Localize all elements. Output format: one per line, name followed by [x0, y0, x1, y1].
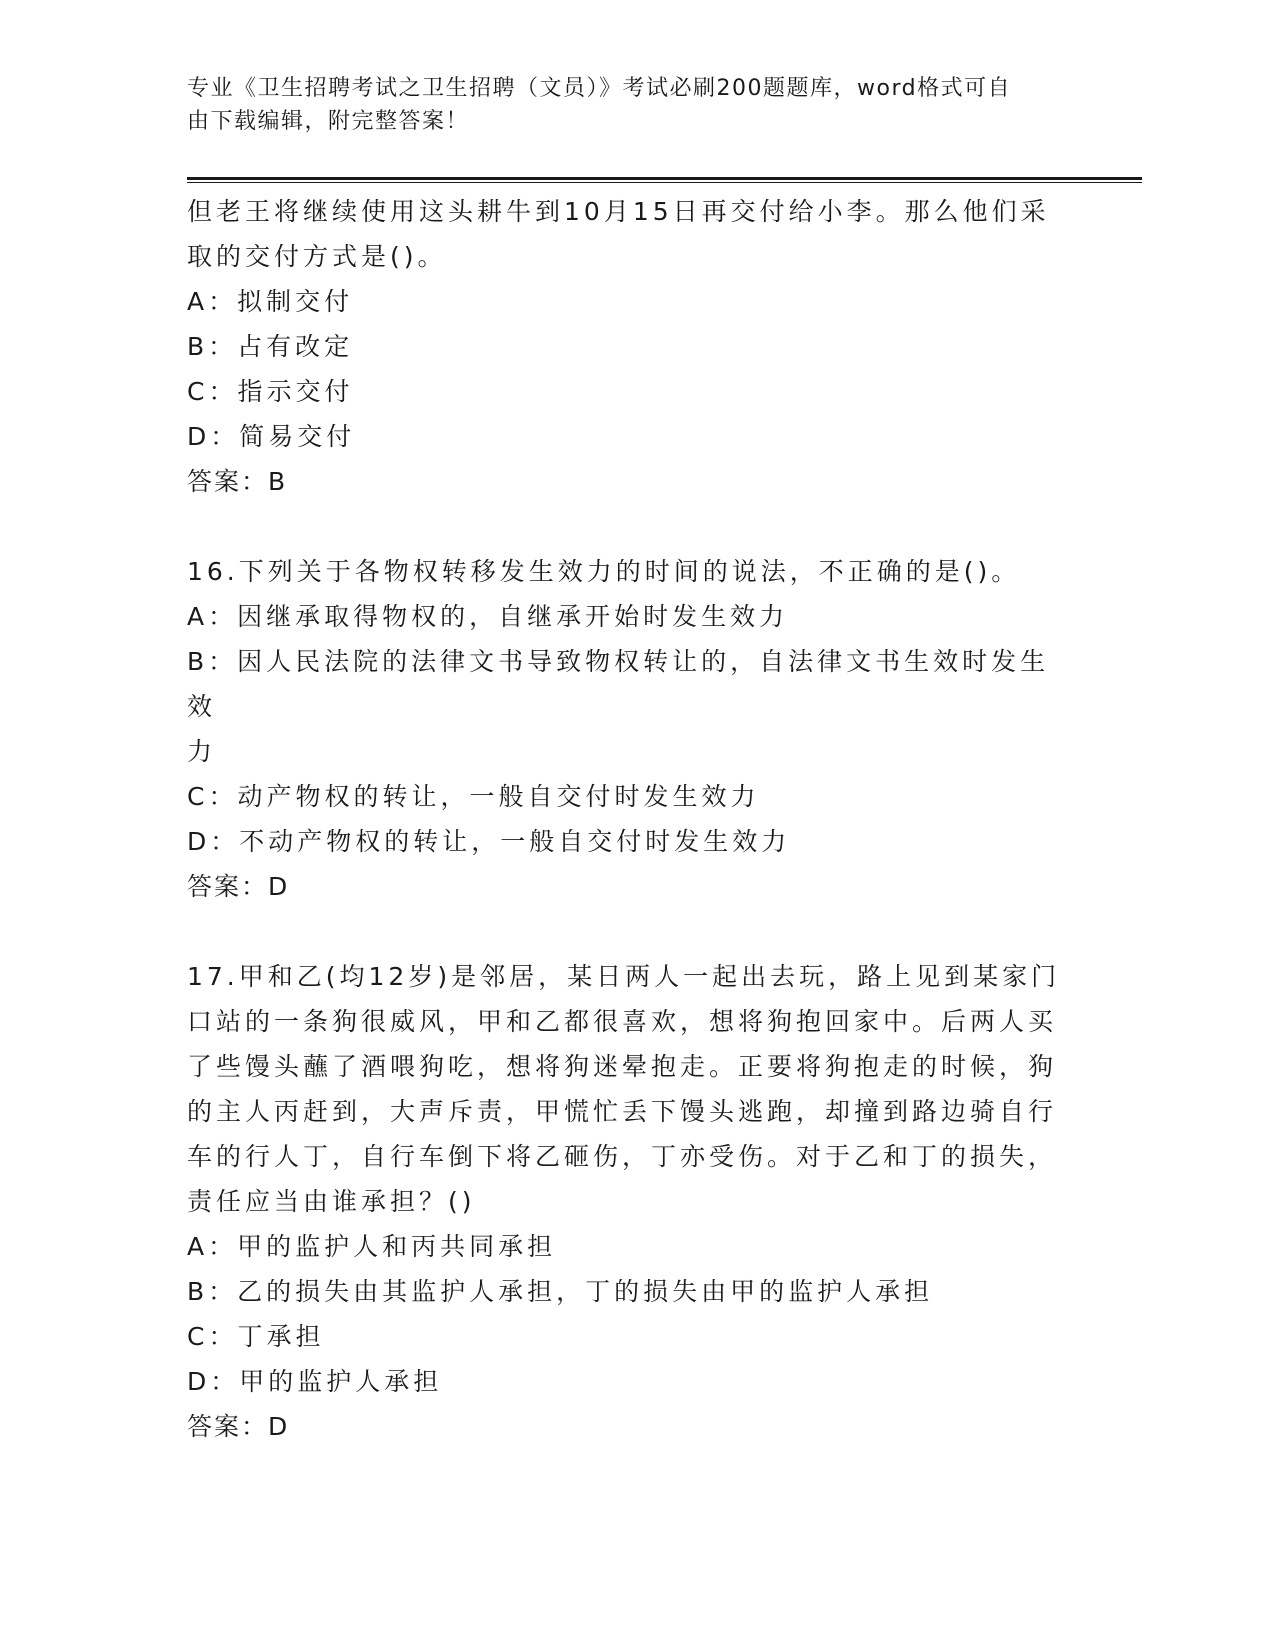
option-d: D：甲的监护人承担: [187, 1367, 443, 1396]
question-stem-line: 责任应当由谁承担？(): [187, 1187, 476, 1216]
header-title-line-1: 专业《卫生招聘考试之卫生招聘（文员）》考试必刷200题题库，word格式可自: [187, 76, 1012, 101]
header-title-line-2: 由下载编辑，附完整答案！: [187, 109, 470, 134]
question-stem-line: 17.甲和乙(均12岁)是邻居，某日两人一起出去玩，路上见到某家门: [187, 962, 1061, 991]
answer-line: 答案：B: [187, 467, 288, 496]
question-list: [187, 189, 1067, 1449]
question-stem-line: 车的行人丁，自行车倒下将乙砸伤，丁亦受伤。对于乙和丁的损失，: [187, 1142, 1058, 1171]
answer-line: 答案：D: [187, 1412, 290, 1441]
question-stem-line: 取的交付方式是()。: [187, 242, 447, 271]
option-d: D：不动产物权的转让，一般自交付时发生效力: [187, 827, 791, 856]
header-divider-thin: [187, 182, 1142, 183]
option-c: C：丁承担: [187, 1322, 325, 1351]
question-15-continued: [187, 189, 1067, 504]
question-stem-line: 但老王将继续使用这头耕牛到10月15日再交付给小李。那么他们采: [187, 197, 1050, 226]
option-b: B：乙的损失由其监护人承担，丁的损失由甲的监护人承担: [187, 1277, 934, 1306]
option-a: A：因继承取得物权的，自继承开始时发生效力: [187, 602, 789, 631]
question-stem-line: 了些馒头蘸了酒喂狗吃，想将狗迷晕抱走。正要将狗抱走的时候，狗: [187, 1052, 1058, 1081]
option-a: A：拟制交付: [187, 287, 354, 316]
question-stem-line: 的主人丙赶到，大声斥责，甲慌忙丢下馒头逃跑，却撞到路边骑自行: [187, 1097, 1058, 1126]
header-divider-thick: [187, 177, 1142, 180]
option-c: C：指示交付: [187, 377, 354, 406]
option-b-continued: 力: [187, 737, 217, 766]
question-17: [187, 954, 1067, 1449]
answer-line: 答案：D: [187, 872, 290, 901]
question-stem-line: 口站的一条狗很威风，甲和乙都很喜欢，想将狗抱回家中。后两人买: [187, 1007, 1058, 1036]
option-a: A：甲的监护人和丙共同承担: [187, 1232, 557, 1261]
option-d: D：简易交付: [187, 422, 356, 451]
option-c: C：动产物权的转让，一般自交付时发生效力: [187, 782, 760, 811]
option-b: B：占有改定: [187, 332, 354, 361]
question-16: [187, 549, 1067, 909]
option-b: B：因人民法院的法律文书导致物权转让的，自法律文书生效时发生效: [187, 647, 1050, 721]
question-stem-line: 16.下列关于各物权转移发生效力的时间的说法，不正确的是()。: [187, 557, 1021, 586]
document-header: [187, 72, 1067, 138]
